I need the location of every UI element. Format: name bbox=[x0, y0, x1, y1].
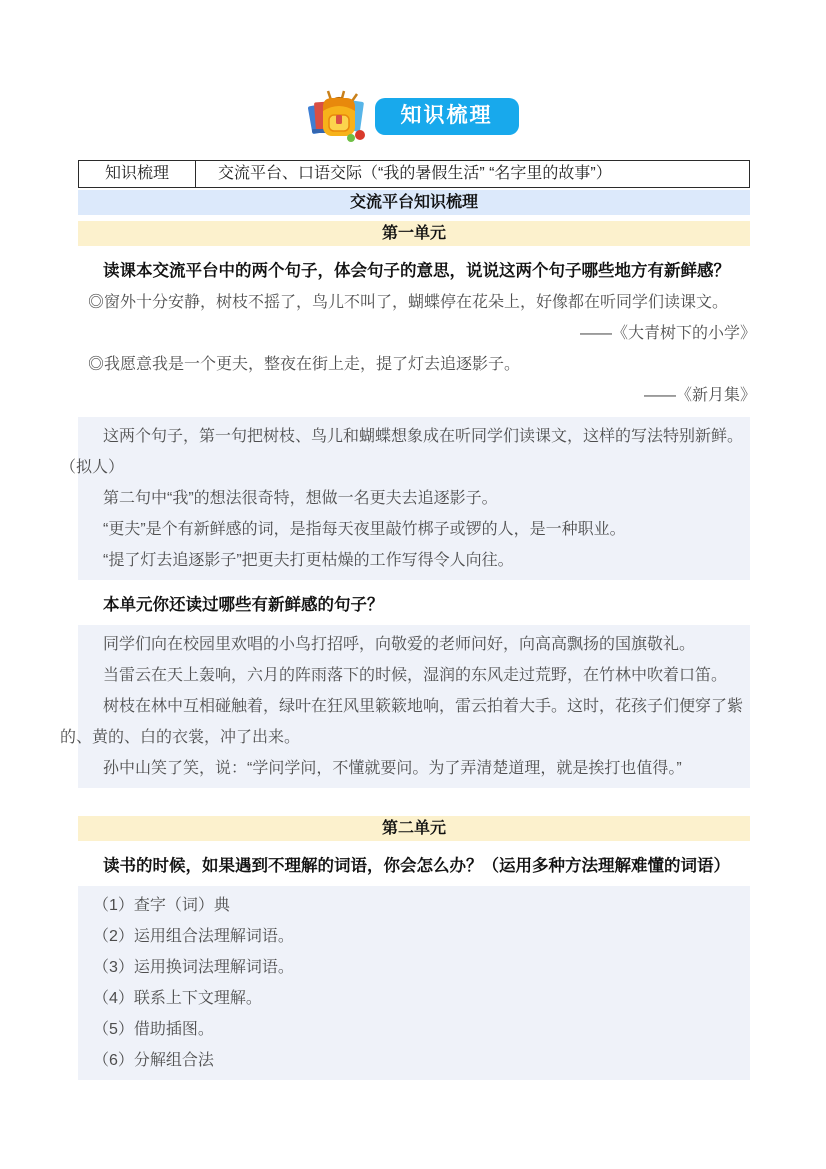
method-item: （5）借助插图。 bbox=[93, 1021, 214, 1038]
info-table-value: 交流平台、口语交际（“我的暑假生活” “名字里的故事”） bbox=[218, 165, 612, 182]
analysis-paragraph: “更夫”是个有新鲜感的词，是指每天夜里敲竹梆子或锣的人，是一种职业。 bbox=[103, 521, 626, 538]
backpack-body bbox=[323, 98, 355, 136]
analysis-paragraph: 这两个句子，第一句把树枝、鸟儿和蝴蝶想象成在听同学们读课文，这样的写法特别新鲜。（拟人） bbox=[60, 428, 744, 476]
example-source: ——《大青树下的小学》 bbox=[579, 325, 756, 342]
unit1-question1: 读课本交流平台中的两个句子，体会句子的意思，说说这两个句子哪些地方有新鲜感？ bbox=[103, 262, 730, 280]
method-item: （1）查字（词）典 bbox=[93, 897, 230, 914]
method-item: （4）联系上下文理解。 bbox=[93, 990, 262, 1007]
example-sentence: ◎我愿意我是一个更夫，整夜在街上走，提了灯去追逐影子。 bbox=[88, 356, 521, 373]
main-title-banner: 交流平台知识梳理 bbox=[78, 190, 750, 215]
method-item: （6）分解组合法 bbox=[93, 1052, 214, 1069]
method-item: （3）运用换词法理解词语。 bbox=[93, 959, 294, 976]
more-sentences-block bbox=[60, 625, 750, 788]
unit1-question2: 本单元你还读过哪些有新鲜感的句子？ bbox=[103, 596, 384, 614]
backpack-icon bbox=[308, 89, 370, 143]
method-item: （2）运用组合法理解词语。 bbox=[93, 928, 294, 945]
unit2-question: 读书的时候，如果遇到不理解的词语，你会怎么办？（运用多种方法理解难懂的词语） bbox=[103, 857, 730, 875]
sentence-paragraph: 孙中山笑了笑，说：“学问学问，不懂就要问。为了弄清楚道理，就是挨打也值得。” bbox=[103, 760, 682, 777]
info-table bbox=[78, 160, 750, 188]
sentence-paragraph: 树枝在林中互相碰触着，绿叶在狂风里簌簌地响，雷云拍着大手。这时，花孩子们便穿了紫的、黄的、白的衣裳，冲了出来。 bbox=[60, 698, 744, 746]
info-table-label: 知识梳理 bbox=[79, 161, 196, 187]
analysis-block bbox=[60, 417, 750, 580]
header bbox=[0, 90, 826, 142]
document-body bbox=[60, 160, 766, 1080]
sentence-paragraph: 当雷云在天上轰响，六月的阵雨落下的时候，湿润的东风走过荒野，在竹林中吹着口笛。 bbox=[103, 667, 728, 684]
sentence-paragraph: 同学们向在校园里欢唱的小鸟打招呼，向敬爱的老师问好，向高高飘扬的国旗敬礼。 bbox=[103, 636, 696, 653]
methods-list bbox=[78, 886, 750, 1080]
analysis-paragraph: 第二句中“我”的想法很奇特，想做一名更夫去追逐影子。 bbox=[103, 490, 498, 507]
unit1-banner: 第一单元 bbox=[78, 221, 750, 246]
analysis-paragraph: “提了灯去追逐影子”把更夫打更枯燥的工作写得令人向往。 bbox=[103, 552, 514, 569]
unit2-banner: 第二单元 bbox=[78, 816, 750, 841]
spacer bbox=[60, 788, 766, 810]
knowledge-review-badge: 知识梳理 bbox=[375, 98, 519, 135]
example-sentence: ◎窗外十分安静，树枝不摇了，鸟儿不叫了，蝴蝶停在花朵上，好像都在听同学们读课文。 bbox=[88, 294, 729, 311]
example-source: ——《新月集》 bbox=[643, 387, 756, 404]
